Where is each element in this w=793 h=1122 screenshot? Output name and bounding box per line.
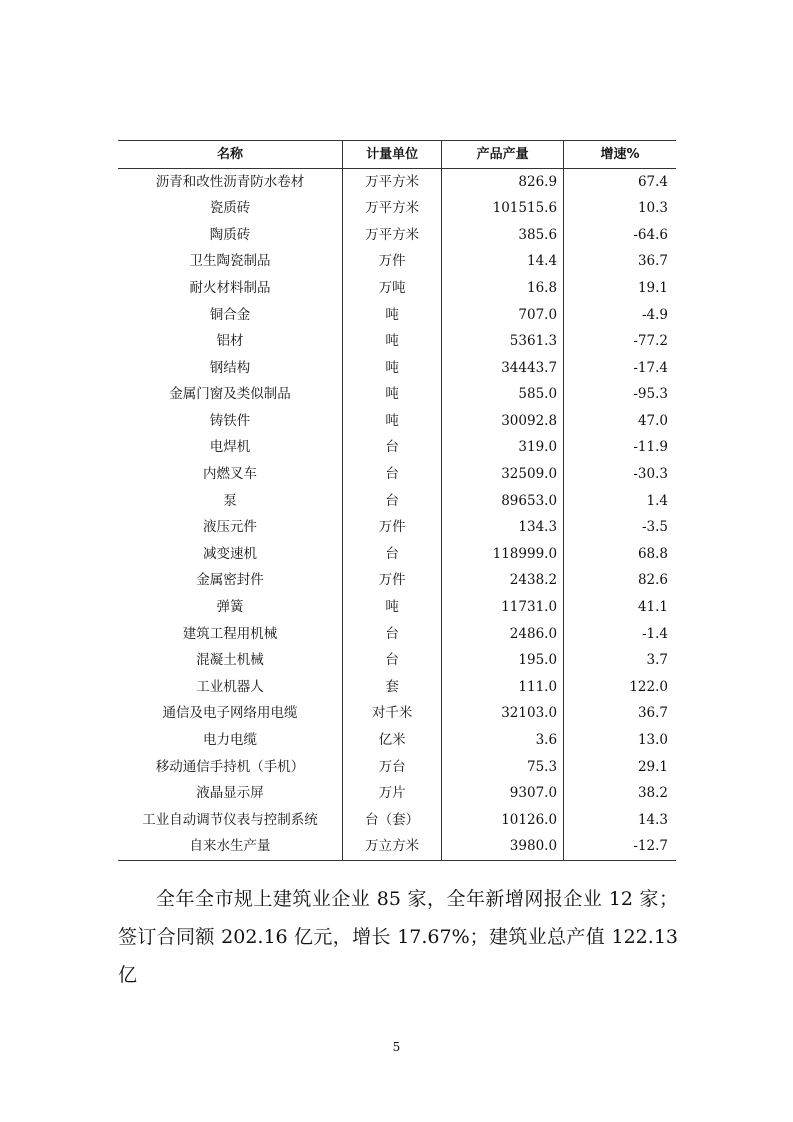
table-row — [118, 462, 676, 489]
table-row — [118, 515, 676, 542]
cell-growth: 68.8 — [564, 541, 676, 568]
cell-output: 3980.0 — [442, 834, 564, 861]
cell-name: 耐火材料制品 — [189, 279, 271, 296]
header-output: 产品产量 — [442, 141, 564, 169]
cell-output: 11731.0 — [442, 595, 564, 622]
cell-name: 电焊机 — [209, 439, 251, 456]
cell-growth: -11.9 — [564, 435, 676, 462]
cell-name: 铸铁件 — [209, 412, 251, 429]
cell-name: 通信及电子网络用电缆 — [162, 705, 298, 722]
cell-unit: 吨 — [342, 302, 441, 329]
cell-output: 5361.3 — [442, 329, 564, 356]
cell-output: 32103.0 — [442, 701, 564, 728]
table-row — [118, 727, 676, 754]
cell-name: 电力电缆 — [202, 732, 257, 749]
cell-output: 101515.6 — [442, 196, 564, 223]
cell-output: 2486.0 — [442, 621, 564, 648]
cell-unit: 吨 — [342, 382, 441, 409]
cell-growth: -4.9 — [564, 302, 676, 329]
cell-name: 泵 — [223, 492, 237, 509]
cell-unit: 吨 — [342, 329, 441, 356]
cell-growth: -64.6 — [564, 222, 676, 249]
cell-output: 30092.8 — [442, 408, 564, 435]
cell-growth: -95.3 — [564, 382, 676, 409]
cell-name: 铜合金 — [209, 306, 251, 323]
table-row — [118, 169, 676, 196]
cell-unit: 万件 — [342, 249, 441, 276]
cell-unit: 吨 — [342, 355, 441, 382]
cell-unit: 吨 — [342, 595, 441, 622]
cell-name: 钢结构 — [209, 359, 251, 376]
cell-growth: -3.5 — [564, 515, 676, 542]
cell-output: 707.0 — [442, 302, 564, 329]
cell-output: 134.3 — [442, 515, 564, 542]
cell-growth: 3.7 — [564, 648, 676, 675]
cell-name: 移动通信手持机（手机） — [155, 758, 305, 775]
table-row — [118, 329, 676, 356]
cell-unit: 万件 — [342, 515, 441, 542]
cell-unit: 万件 — [342, 568, 441, 595]
cell-name: 工业自动调节仪表与控制系统 — [142, 811, 318, 828]
cell-output: 385.6 — [442, 222, 564, 249]
cell-output: 89653.0 — [442, 488, 564, 515]
cell-output: 111.0 — [442, 674, 564, 701]
cell-name: 建筑工程用机械 — [182, 625, 278, 642]
cell-growth: 67.4 — [564, 169, 676, 196]
cell-name: 液晶显示屏 — [196, 785, 264, 802]
table-row — [118, 674, 676, 701]
cell-growth: -1.4 — [564, 621, 676, 648]
cell-unit: 万平方米 — [342, 169, 441, 196]
cell-growth: 19.1 — [564, 275, 676, 302]
cell-output: 16.8 — [442, 275, 564, 302]
cell-unit: 台（套） — [342, 807, 441, 834]
cell-name: 铝材 — [216, 333, 244, 350]
cell-output: 195.0 — [442, 648, 564, 675]
cell-growth: 41.1 — [564, 595, 676, 622]
table-row — [118, 435, 676, 462]
cell-output: 32509.0 — [442, 462, 564, 489]
cell-output: 75.3 — [442, 754, 564, 781]
product-output-table — [118, 140, 676, 861]
cell-output: 14.4 — [442, 249, 564, 276]
cell-growth: -17.4 — [564, 355, 676, 382]
cell-growth: -77.2 — [564, 329, 676, 356]
cell-output: 585.0 — [442, 382, 564, 409]
cell-growth: 47.0 — [564, 408, 676, 435]
cell-name: 金属密封件 — [196, 572, 264, 589]
cell-growth: -12.7 — [564, 834, 676, 861]
cell-name: 弹簧 — [216, 599, 244, 616]
cell-name: 混凝土机械 — [196, 652, 264, 669]
cell-growth: 36.7 — [564, 249, 676, 276]
cell-name: 金属门窗及类似制品 — [169, 386, 291, 403]
table-header-row — [118, 141, 676, 169]
cell-output: 3.6 — [442, 727, 564, 754]
table-row — [118, 382, 676, 409]
cell-growth: 82.6 — [564, 568, 676, 595]
table-row — [118, 302, 676, 329]
cell-unit: 万片 — [342, 781, 441, 808]
cell-name: 自来水生产量 — [118, 834, 342, 861]
cell-name: 内燃叉车 — [202, 466, 257, 483]
cell-unit: 吨 — [342, 408, 441, 435]
cell-unit: 对千米 — [342, 701, 441, 728]
header-unit: 计量单位 — [342, 141, 441, 169]
table-row — [118, 595, 676, 622]
cell-name: 工业机器人 — [196, 678, 264, 695]
table-row — [118, 196, 676, 223]
table-row — [118, 355, 676, 382]
cell-unit: 万台 — [342, 754, 441, 781]
table-row — [118, 222, 676, 249]
cell-unit: 万立方米 — [342, 834, 441, 861]
cell-growth: 13.0 — [564, 727, 676, 754]
cell-growth: 14.3 — [564, 807, 676, 834]
table-row — [118, 701, 676, 728]
cell-name: 减变速机 — [202, 545, 257, 562]
cell-unit: 万吨 — [342, 275, 441, 302]
cell-output: 826.9 — [442, 169, 564, 196]
cell-growth: 36.7 — [564, 701, 676, 728]
header-name: 名称 — [118, 141, 342, 169]
cell-name: 陶质砖 — [209, 226, 251, 243]
cell-output: 34443.7 — [442, 355, 564, 382]
cell-unit: 万平方米 — [342, 222, 441, 249]
table-row — [118, 807, 676, 834]
construction-summary-paragraph: 全年全市规上建筑业企业 85 家，全年新增网报企业 12 家；签订合同额 202.16 亿元，增长 17.67%；建筑业总产值 122.13 亿 — [118, 888, 678, 986]
cell-unit: 台 — [342, 435, 441, 462]
table-body — [118, 169, 676, 861]
cell-growth: -30.3 — [564, 462, 676, 489]
cell-unit: 台 — [342, 541, 441, 568]
table-row — [118, 568, 676, 595]
table-row — [118, 621, 676, 648]
cell-growth: 10.3 — [564, 196, 676, 223]
table-row — [118, 648, 676, 675]
table-row — [118, 275, 676, 302]
cell-name: 液压元件 — [202, 519, 257, 536]
table-row — [118, 249, 676, 276]
cell-name: 卫生陶瓷制品 — [189, 253, 271, 270]
cell-growth: 122.0 — [564, 674, 676, 701]
cell-unit: 万平方米 — [342, 196, 441, 223]
table-row — [118, 754, 676, 781]
cell-growth: 29.1 — [564, 754, 676, 781]
cell-output: 2438.2 — [442, 568, 564, 595]
table-row — [118, 408, 676, 435]
header-growth: 增速% — [564, 141, 676, 169]
cell-output: 118999.0 — [442, 541, 564, 568]
cell-unit: 台 — [342, 648, 441, 675]
cell-unit: 台 — [342, 462, 441, 489]
cell-unit: 套 — [342, 674, 441, 701]
cell-unit: 台 — [342, 621, 441, 648]
cell-name: 沥青和改性沥青防水卷材 — [155, 173, 305, 190]
table-row — [118, 488, 676, 515]
cell-output: 9307.0 — [442, 781, 564, 808]
table-row — [118, 834, 676, 861]
cell-unit: 亿米 — [342, 727, 441, 754]
cell-name: 瓷质砖 — [209, 200, 251, 217]
cell-unit: 台 — [342, 488, 441, 515]
cell-growth: 1.4 — [564, 488, 676, 515]
cell-growth: 38.2 — [564, 781, 676, 808]
table-row — [118, 541, 676, 568]
page-number: 5 — [392, 1040, 401, 1054]
cell-output: 319.0 — [442, 435, 564, 462]
table-row — [118, 781, 676, 808]
cell-output: 10126.0 — [442, 807, 564, 834]
